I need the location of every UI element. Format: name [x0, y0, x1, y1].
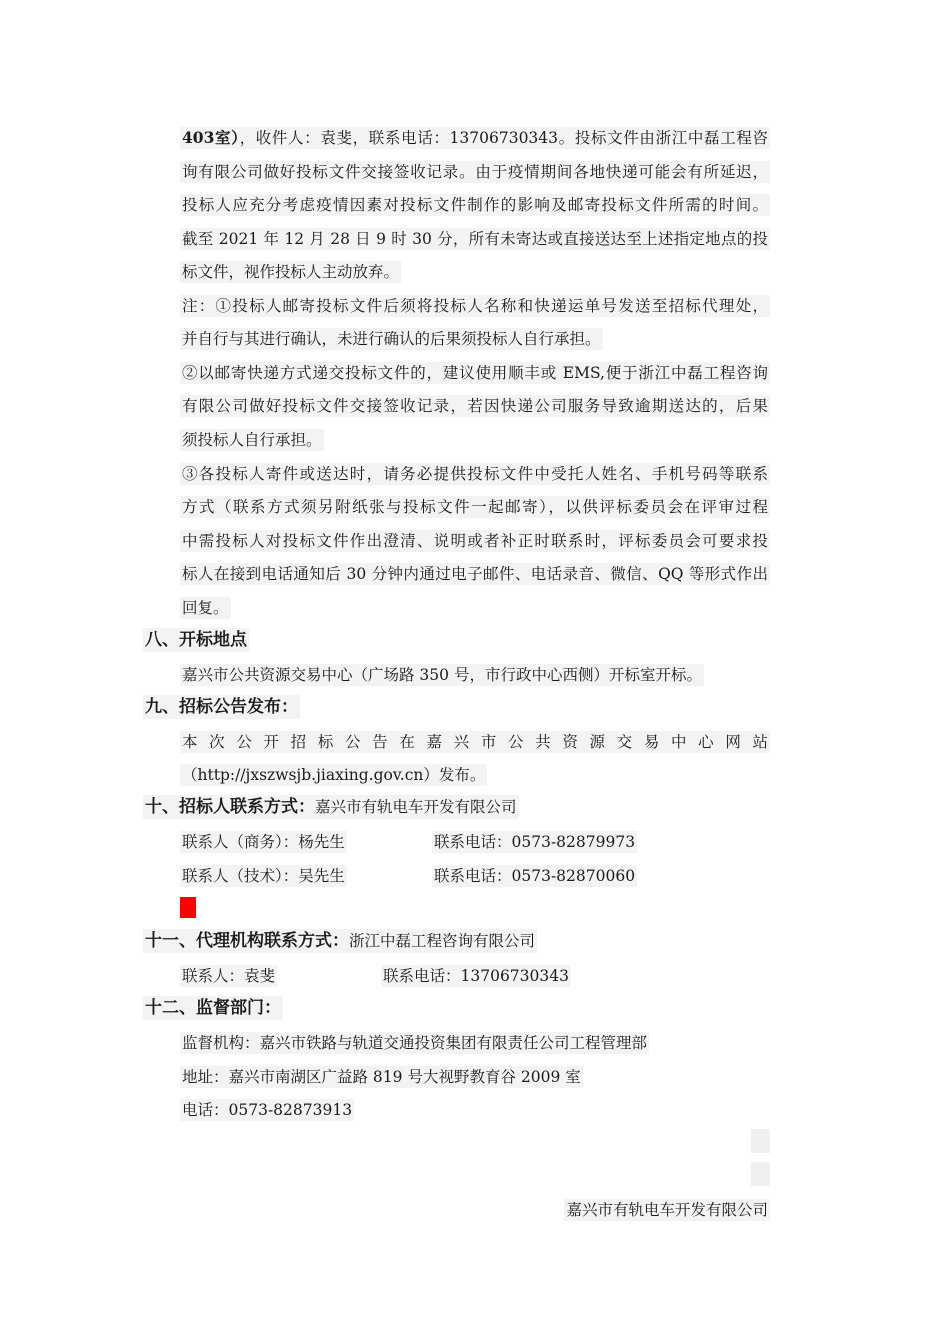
section-heading-announcement: 九、招标公告发布： — [145, 697, 298, 717]
paragraph-line: 投标人应充分考虑疫情因素对投标文件制作的影响及邮寄投标文件所需的时间。 — [182, 196, 768, 214]
agency-contact-phone: 联系电话：13706730343 — [383, 967, 569, 985]
contact-technical-phone: 联系电话：0573-82870060 — [434, 867, 636, 885]
contact-technical-name: 联系人（技术）：吴先生 — [182, 867, 345, 885]
red-marker — [180, 897, 196, 918]
section-heading-tenderer-contact: 十、招标人联系方式：嘉兴市有轨电车开发有限公司 — [145, 797, 517, 817]
paragraph-line: 403室），收件人：袁斐，联系电话：13706730343。投标文件由浙江中磊工程咨 — [182, 128, 768, 147]
contact-business-name: 联系人（商务）：杨先生 — [182, 833, 345, 851]
paragraph-line: 标文件，视作投标人主动放弃。 — [182, 263, 400, 281]
note-line: ②以邮寄快递方式递交投标文件的，建议使用顺丰或 EMS,便于浙江中磊工程咨询 — [182, 364, 768, 382]
note-line: 须投标人自行承担。 — [182, 431, 322, 449]
blank-highlight — [751, 1129, 770, 1153]
note-line: ③各投标人寄件或送达时，请务必提供投标文件中受托人姓名、手机号码等联系 — [182, 465, 768, 483]
agency-contact-name: 联系人：袁斐 — [182, 967, 276, 985]
note-line: 并自行与其进行确认，未进行确认的后果须投标人自行承担。 — [182, 330, 601, 348]
note-line: 注：①投标人邮寄投标文件后须将投标人名称和快递运单号发送至招标代理处， — [182, 297, 768, 315]
room-number: 403室） — [182, 128, 240, 147]
supervision-address: 地址：嘉兴市南湖区广益路 819 号大视野教育谷 2009 室 — [182, 1068, 581, 1086]
supervision-phone: 电话：0573-82873913 — [182, 1101, 353, 1119]
blank-highlight — [751, 1162, 770, 1186]
contact-business-phone: 联系电话：0573-82879973 — [434, 833, 636, 851]
note-line: 方式（联系方式须另附纸张与投标文件一起邮寄），以供评标委员会在评审过程 — [182, 498, 768, 516]
signature-company: 嘉兴市有轨电车开发有限公司 — [566, 1201, 768, 1219]
agency-org: 浙江中磊工程咨询有限公司 — [349, 932, 536, 950]
note-line: 标人在接到电话通知后 30 分钟内通过电子邮件、电话录音、微信、QQ 等形式作出 — [182, 565, 768, 583]
note-line: 回复。 — [182, 599, 229, 617]
paragraph-line: 截至 2021 年 12 月 28 日 9 时 30 分，所有未寄达或直接送达至上述指定地点的投 — [182, 230, 768, 248]
supervision-agency: 监督机构：嘉兴市铁路与轨道交通投资集团有限责任公司工程管理部 — [182, 1034, 648, 1052]
announcement-url[interactable]: （http://jxszwsjb.jiaxing.gov.cn）发布。 — [182, 766, 486, 784]
section-heading-opening-location: 八、开标地点 — [145, 630, 247, 650]
announcement-text: 本次公开招标公告在嘉兴市公共资源交易中心网站 — [182, 733, 768, 751]
section-heading-agency-contact: 十一、代理机构联系方式：浙江中磊工程咨询有限公司 — [145, 931, 536, 951]
note-line: 有限公司做好投标文件交接签收记录，若因快递公司服务导致逾期送达的，后果 — [182, 397, 768, 415]
section-heading-supervision: 十二、监督部门： — [145, 998, 281, 1018]
paragraph-line: 询有限公司做好投标文件交接签收记录。由于疫情期间各地快递可能会有所延迟， — [182, 163, 768, 181]
note-line: 中需投标人对投标文件作出澄清、说明或者补正时联系时，评标委员会可要求投 — [182, 532, 768, 550]
tenderer-org: 嘉兴市有轨电车开发有限公司 — [315, 798, 517, 816]
opening-location-text: 嘉兴市公共资源交易中心（广场路 350 号，市行政中心西侧）开标室开标。 — [182, 666, 702, 684]
